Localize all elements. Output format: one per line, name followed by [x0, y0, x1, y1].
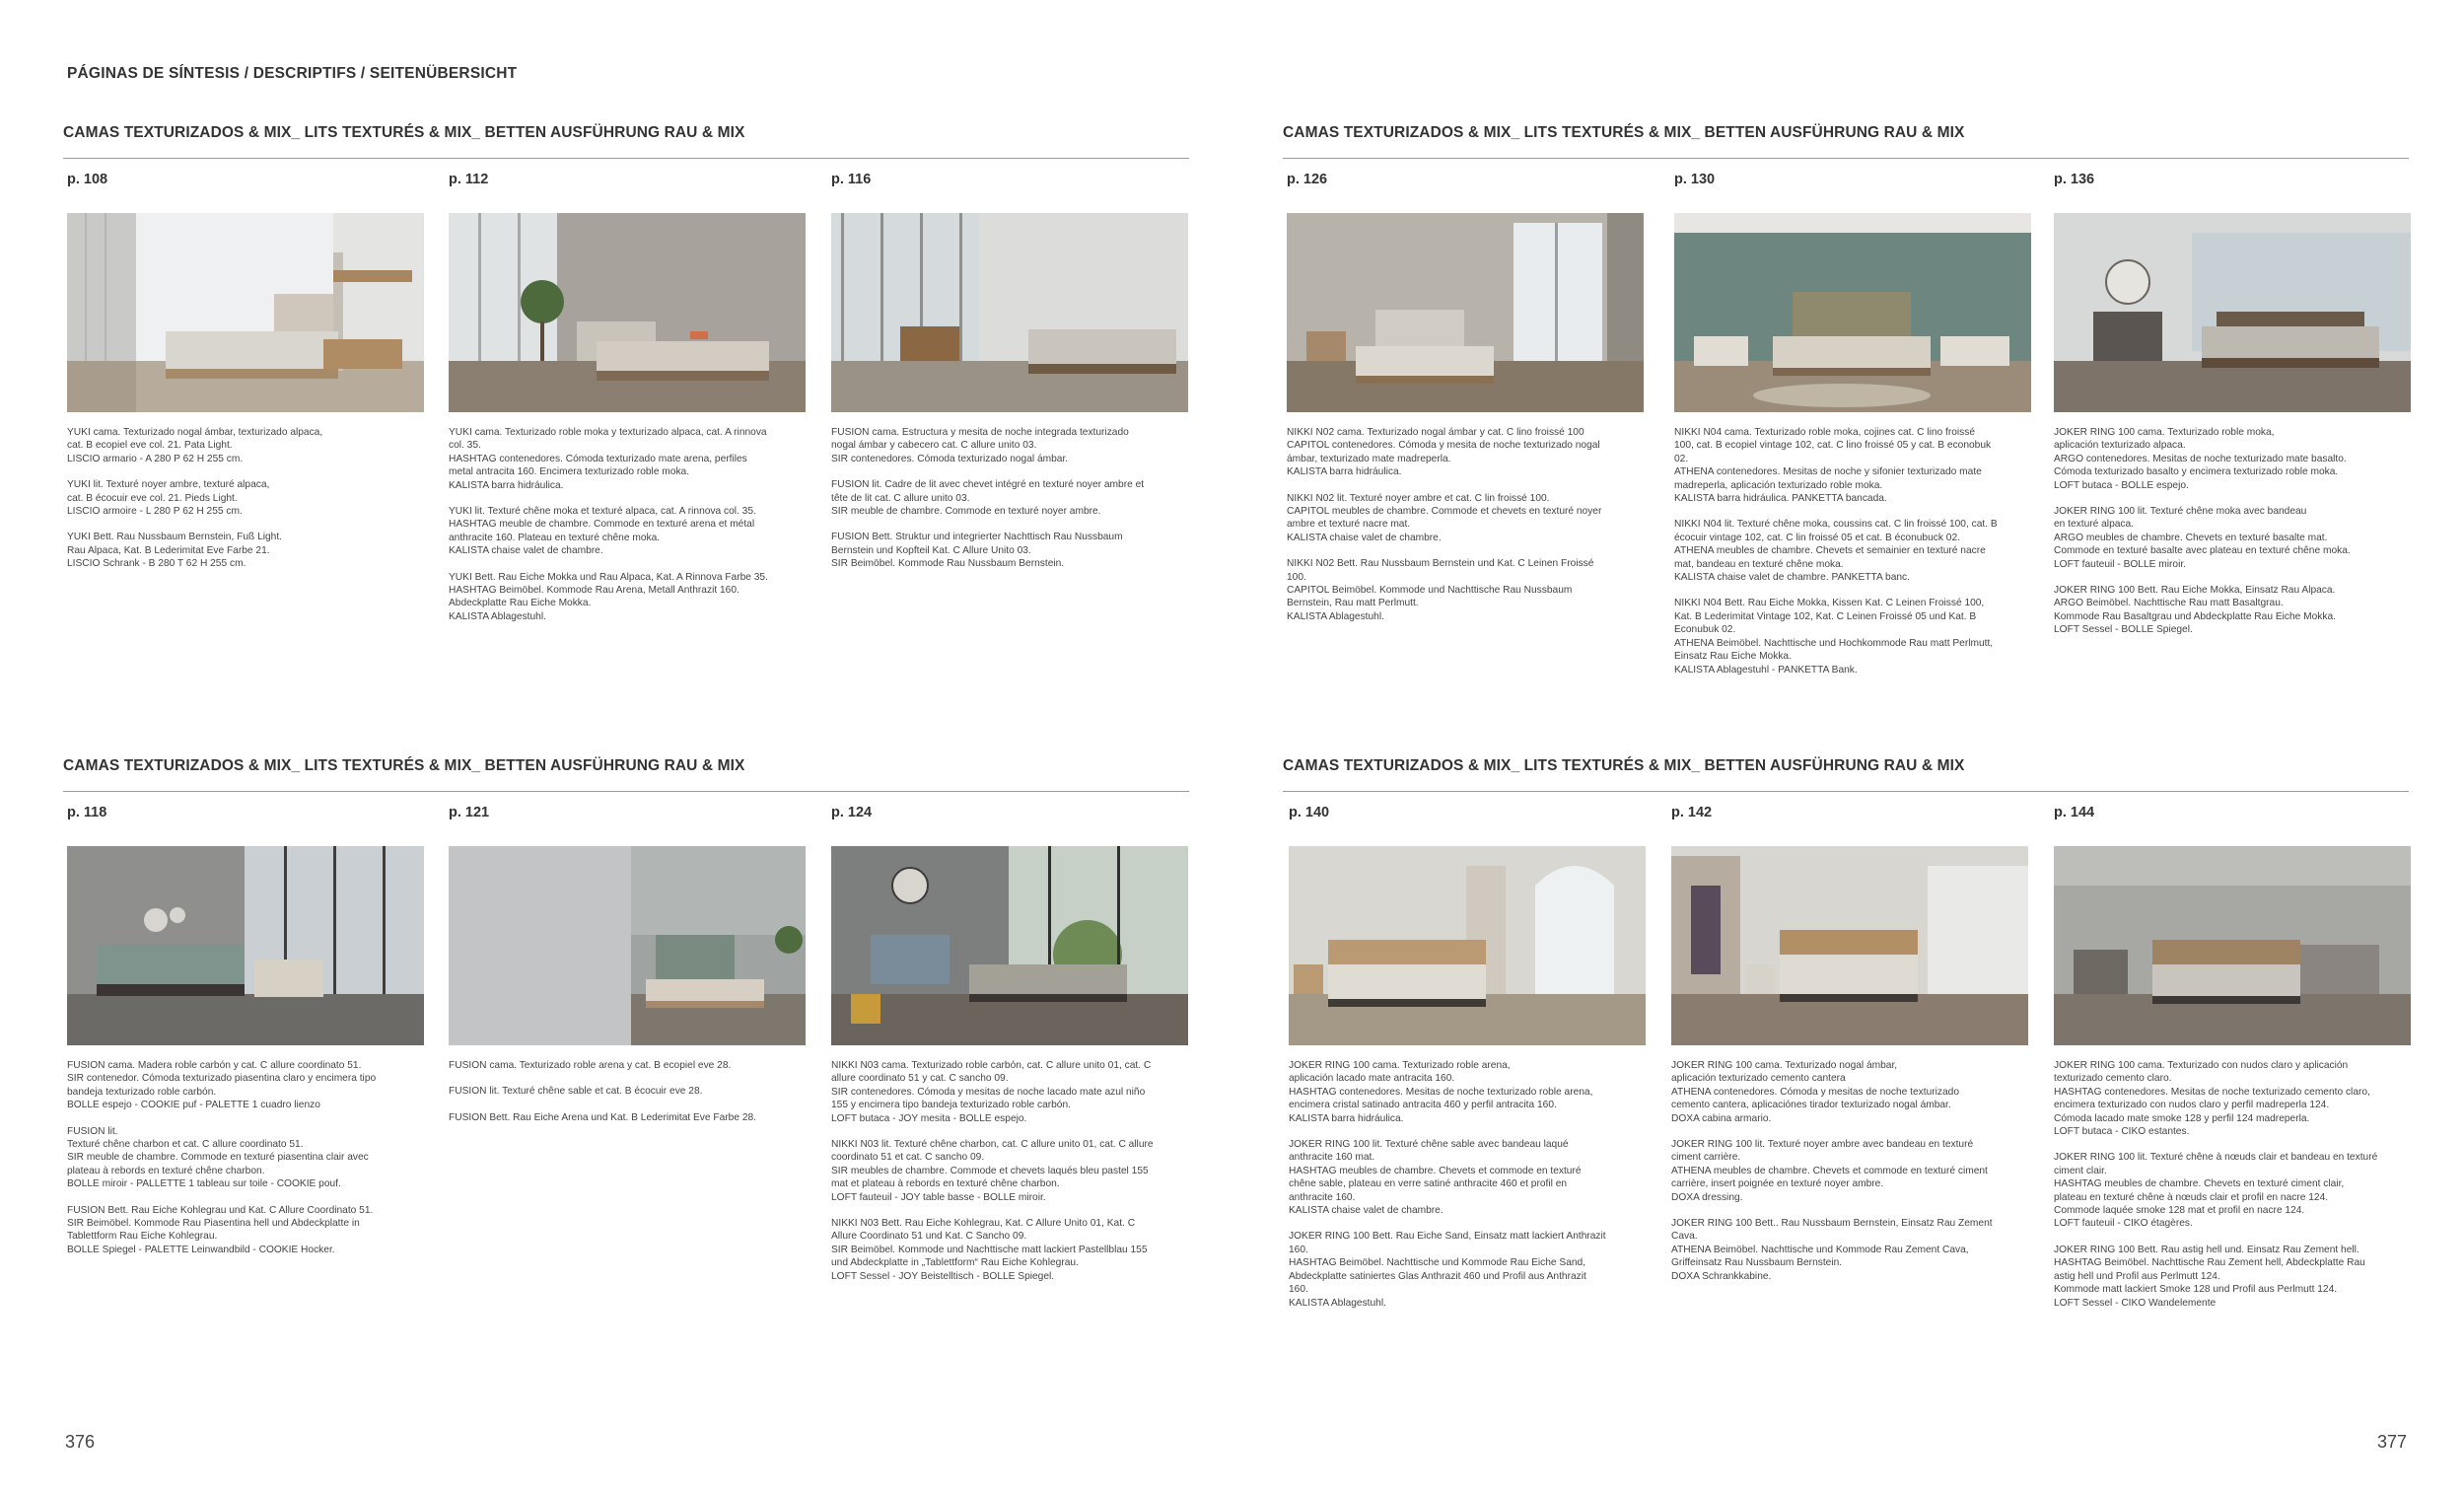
item-description: [2054, 1059, 2411, 1322]
section-heading: CAMAS TEXTURIZADOS & MIX_ LITS TEXTURÉS & MIX_ BETTEN AUSFÜHRUNG RAU & MIX: [63, 757, 1189, 792]
page-reference: p. 144: [2054, 805, 2095, 820]
description-de: JOKER RING 100 Bett. Rau Eiche Mokka, Einsatz Rau Alpaca. ARGO Beimöbel. Nachttische Rau matt Basaltgrau. Kommode Rau Basaltgrau und Abdeckplatte Rau Eiche Mokka. LOFT Sessel - BOLLE Spiegel.: [2054, 585, 2336, 636]
page-reference: p. 142: [1671, 805, 1713, 820]
section-heading: CAMAS TEXTURIZADOS & MIX_ LITS TEXTURÉS & MIX_ BETTEN AUSFÜHRUNG RAU & MIX: [1283, 124, 2409, 159]
description-fr: FUSION lit. Texturé chêne charbon et cat. C allure coordinato 51. SIR meuble de chambre. Commode en texturé piasentina clair avec plateau à rebords en texturé chêne charbon. BOLLE miroir - PALLETTE 1 tableau sur toile - COOKIE pouf.: [67, 1125, 369, 1190]
description-fr: NIKKI N02 lit. Texturé noyer ambre et cat. C lin froissé 100. CAPITOL meubles de chambre. Commode et chevets en texturé noyer ambre et texturé nacre mat. KALISTA chaise valet de chambre.: [1287, 492, 1602, 543]
description-de: NIKKI N04 Bett. Rau Eiche Mokka, Kissen Kat. C Leinen Froissé 100, Kat. B Lederimitat Vintage 102, Kat. C Leinen Froissé 05 und Kat. B Econubuk 02. ATHENA Beimöbel. Nachttische und Hochkommode Rau matt Perlmutt, Einsatz Rau Eiche Mokka. KALISTA Ablagestuhl - PANKETTA Bank.: [1674, 598, 1994, 676]
description-de: YUKI Bett. Rau Nussbaum Bernstein, Fuß Light. Rau Alpaca, Kat. B Lederimitat Eve Farbe 21. LISCIO Schrank - B 280 T 62 H 255 cm.: [67, 532, 282, 570]
description-es: YUKI cama. Texturizado roble moka y texturizado alpaca, cat. A rinnova col. 35. HASHTAG contenedores. Cómoda texturizado mate arena, perfiles metal antracita 160. Encimera texturizado roble moka. KALISTA barra hidráulica.: [449, 427, 767, 491]
item-description: [1674, 426, 2031, 689]
bedroom-photo: [831, 846, 1188, 1045]
bedroom-photo: [831, 213, 1188, 412]
description-es: JOKER RING 100 cama. Texturizado nogal ámbar, aplicación texturizado cemento cantera ATHENA contenedores. Cómoda y mesitas de noche texturizado cemento cantera, aplicaciónes tirador texturizado nogal ámbar. DOXA cabina armario.: [1671, 1060, 1960, 1124]
description-de: JOKER RING 100 Bett.. Rau Nussbaum Bernstein, Einsatz Rau Zement Cava. ATHENA Beimöbel. Nachttische und Kommode Rau Zement Cava, Griffeinsatz Rau Nussbaum Bernstein. DOXA Schrankkabine.: [1671, 1218, 1993, 1282]
description-es: FUSION cama. Texturizado roble arena y cat. B ecopiel eve 28.: [449, 1060, 732, 1071]
description-fr: JOKER RING 100 lit. Texturé chêne à nœuds clair et bandeau en texturé ciment clair. HASHTAG meubles de chambre. Chevets en texturé ciment clair, plateau en texturé chêne à nœuds clair et profil en nacre 124. Commode laquée smoke 128 mat et profil en nacre 124. LOFT fauteuil - CIKO étagères.: [2054, 1152, 2378, 1230]
page-reference: p. 108: [67, 172, 108, 187]
bedroom-photo: [1287, 213, 1644, 412]
description-fr: JOKER RING 100 lit. Texturé noyer ambre avec bandeau en texturé ciment carrière. ATHENA meubles de chambre. Chevets et commode en texturé ciment carrière, insert poignée en texturé noyer ambre. DOXA dressing.: [1671, 1139, 1988, 1203]
bedroom-photo: [1674, 213, 2031, 412]
page-reference: p. 118: [67, 805, 107, 820]
section-heading: CAMAS TEXTURIZADOS & MIX_ LITS TEXTURÉS & MIX_ BETTEN AUSFÜHRUNG RAU & MIX: [63, 124, 1189, 159]
page-reference: p. 136: [2054, 172, 2095, 187]
page-reference: p. 126: [1287, 172, 1328, 187]
item-description: [449, 1059, 806, 1137]
spread-title: PÁGINAS DE SÍNTESIS / DESCRIPTIFS / SEITENÜBERSICHT: [67, 65, 518, 82]
description-de: JOKER RING 100 Bett. Rau astig hell und. Einsatz Rau Zement hell. HASHTAG Beimöbel. Nachttische Rau Zement hell, Abdeckplatte Rau astig hell und Profil aus Perlmutt 124. Kommode matt lackiert Smoke 128 und Profil aus Perlmutt 124. LOFT Sessel - CIKO Wandelemente: [2054, 1244, 2365, 1309]
item-description: [831, 1059, 1188, 1296]
description-fr: YUKI lit. Texturé noyer ambre, texturé alpaca, cat. B écocuir eve col. 21. Pieds Light. LISCIO armoire - L 280 P 62 H 255 cm.: [67, 479, 270, 518]
description-de: JOKER RING 100 Bett. Rau Eiche Sand, Einsatz matt lackiert Anthrazit 160. HASHTAG Beimöbel. Nachttische und Kommode Rau Eiche Sand, Abdeckplatte satiniertes Glas Anthrazit 460 und Profil aus Anthrazit 160. KALISTA Ablagestuhl.: [1289, 1231, 1606, 1309]
bedroom-photo: [449, 213, 806, 412]
description-es: NIKKI N03 cama. Texturizado roble carbón, cat. C allure unito 01, cat. C allure coordinato 51 y cat. C sancho 09. SIR contenedores. Cómoda y mesitas de noche lacado mate azul niño 155 y encimera tipo bandeja texturizado roble carbón. LOFT butaca - JOY mesita - BOLLE espejo.: [831, 1060, 1152, 1124]
description-de: FUSION Bett. Rau Eiche Arena und Kat. B Lederimitat Eve Farbe 28.: [449, 1111, 757, 1123]
description-fr: FUSION lit. Texturé chêne sable et cat. B écocuir eve 28.: [449, 1086, 703, 1098]
description-fr: YUKI lit. Texturé chêne moka et texturé alpaca, cat. A rinnova col. 35. HASHTAG meuble de chambre. Commode en texturé arena et métal anthracite 160. Plateau en texturé chêne moka. KALISTA chaise valet de chambre.: [449, 506, 756, 557]
description-de: YUKI Bett. Rau Eiche Mokka und Rau Alpaca, Kat. A Rinnova Farbe 35. HASHTAG Beimöbel. Kommode Rau Arena, Metall Anthrazit 160. Abdeckplatte Rau Eiche Mokka. KALISTA Ablagestuhl.: [449, 571, 768, 622]
description-fr: JOKER RING 100 lit. Texturé chêne sable avec bandeau laqué anthracite 160 mat. HASHTAG meubles de chambre. Chevets et commode en texturé chêne sable, plateau en verre satiné anthracite 460 et profil en anthracite 160. KALISTA chaise valet de chambre.: [1289, 1139, 1582, 1217]
item-description: [1287, 426, 1644, 636]
item-description: [67, 426, 424, 584]
item-description: [67, 1059, 424, 1269]
description-de: FUSION Bett. Struktur und integrierter Nachttisch Rau Nussbaum Bernstein und Kopfteil Kat. C Allure Unito 03. SIR Beimöbel. Kommode Rau Nussbaum Bernstein.: [831, 532, 1123, 570]
description-es: JOKER RING 100 cama. Texturizado roble arena, aplicación lacado mate antracita 160. HASHTAG contenedores. Mesitas de noche texturizado roble arena, encimera cristal satinado antracita 460 y perfil antracita 160. KALISTA barra hidráulica.: [1289, 1060, 1593, 1124]
bedroom-photo: [449, 846, 806, 1045]
section-heading: CAMAS TEXTURIZADOS & MIX_ LITS TEXTURÉS & MIX_ BETTEN AUSFÜHRUNG RAU & MIX: [1283, 757, 2409, 792]
description-de: NIKKI N03 Bett. Rau Eiche Kohlegrau, Kat. C Allure Unito 01, Kat. C Allure Coordinato 51 und Kat. C Sancho 09. SIR Beimöbel. Kommode und Nachttische matt lackiert Pastellblau 155 und Abdeckplatte in „Tablettform“ Rau Eiche Kohlegrau. LOFT Sessel - JOY Beistelltisch - BOLLE Spiegel.: [831, 1218, 1148, 1282]
description-fr: JOKER RING 100 lit. Texturé chêne moka avec bandeau en texturé alpaca. ARGO meubles de chambre. Chevets en texturé basalte mat. Commode en texturé basalte avec plateau en texturé chêne moka. LOFT fauteuil - BOLLE miroir.: [2054, 506, 2351, 570]
bedroom-photo: [1671, 846, 2028, 1045]
description-fr: FUSION lit. Cadre de lit avec chevet intégré en texturé noyer ambre et tête de lit cat. C allure unito 03. SIR meuble de chambre. Commode en texturé noyer ambre.: [831, 479, 1145, 518]
item-description: [1671, 1059, 2028, 1296]
page-number-left: 376: [65, 1432, 96, 1452]
bedroom-photo: [1289, 846, 1646, 1045]
description-es: NIKKI N02 cama. Texturizado nogal ámbar y cat. C lino froissé 100 CAPITOL contenedores. Cómoda y mesita de noche texturizado nogal ámbar, texturizado mate madreperla. KALISTA barra hidráulica.: [1287, 427, 1600, 478]
item-description: [449, 426, 806, 636]
description-es: FUSION cama. Madera roble carbón y cat. C allure coordinato 51. SIR contenedor. Cómoda texturizado piasentina claro y encimera tipo bandeja texturizado roble carbón. BOLLE espejo - COOKIE puf - PALETTE 1 cuadro lienzo: [67, 1060, 377, 1111]
description-de: FUSION Bett. Rau Eiche Kohlegrau und Kat. C Allure Coordinato 51. SIR Beimöbel. Kommode Rau Piasentina hell und Abdeckplatte in Tablettform Rau Eiche Kohlegrau. BOLLE Spiegel - PALETTE Leinwandbild - COOKIE Hocker.: [67, 1204, 374, 1255]
page-reference: p. 116: [831, 172, 872, 187]
page-reference: p. 121: [449, 805, 490, 820]
description-fr: NIKKI N04 lit. Texturé chêne moka, coussins cat. C lin froissé 100, cat. B écocuir vintage 102, cat. C lin froissé 05 et cat. B éconubuck 02. ATHENA meubles de chambre. Chevets et semainier en texturé nacre mat, bandeau en texturé chêne moka. KALISTA chaise valet de chambre. PANKETTA banc.: [1674, 519, 1998, 584]
bedroom-photo: [2054, 213, 2411, 412]
page-reference: p. 112: [449, 172, 489, 187]
page-number-right: 377: [2377, 1432, 2408, 1452]
item-description: [831, 426, 1188, 584]
item-description: [2054, 426, 2411, 650]
description-es: NIKKI N04 cama. Texturizado roble moka, cojines cat. C lino froissé 100, cat. B ecopiel vintage 102, cat. C lino froissé 05 y cat. B econobuk 02. ATHENA contenedores. Mesitas de noche y sifonier texturizado mate madreperla, aplicación texturizado roble moka. KALISTA barra hidráulica. PANKETTA bancada.: [1674, 427, 1992, 505]
description-es: YUKI cama. Texturizado nogal ámbar, texturizado alpaca, cat. B ecopiel eve col. 21. Pata Light. LISCIO armario - A 280 P 62 H 255 cm.: [67, 427, 323, 464]
description-es: FUSION cama. Estructura y mesita de noche integrada texturizado nogal ámbar y cabecero cat. C allure unito 03. SIR contenedores. Cómoda texturizado nogal ámbar.: [831, 427, 1129, 464]
bedroom-photo: [67, 213, 424, 412]
bedroom-photo: [67, 846, 424, 1045]
page-reference: p. 130: [1674, 172, 1716, 187]
page-reference: p. 124: [831, 805, 873, 820]
page-reference: p. 140: [1289, 805, 1330, 820]
description-es: JOKER RING 100 cama. Texturizado con nudos claro y aplicación texturizado cemento claro. HASHTAG contenedores. Mesitas de noche texturizado cemento claro, encimera texturizado con nudos claro y perfil madreperla 124. Cómoda lacado mate smoke 128 y perfil 124 madreperla. LOFT butaca - CIKO estantes.: [2054, 1060, 2370, 1138]
description-de: NIKKI N02 Bett. Rau Nussbaum Bernstein und Kat. C Leinen Froissé 100. CAPITOL Beimöbel. Kommode und Nachttische Rau Nussbaum Bernstein, Rau matt Perlmutt. KALISTA Ablagestuhl.: [1287, 558, 1594, 622]
description-fr: NIKKI N03 lit. Texturé chêne charbon, cat. C allure unito 01, cat. C allure coordinato 51 et cat. C sancho 09. SIR meubles de chambre. Commode et chevets laqués bleu pastel 155 mat et plateau à rebords en texturé chêne charbon. LOFT fauteuil - JOY table basse - BOLLE miroir.: [831, 1139, 1154, 1203]
item-description: [1289, 1059, 1646, 1322]
description-es: JOKER RING 100 cama. Texturizado roble moka, aplicación texturizado alpaca. ARGO contenedores. Mesitas de noche texturizado mate basalto. Cómoda texturizado basalto y encimera texturizado roble moka. LOFT butaca - BOLLE espejo.: [2054, 427, 2347, 491]
bedroom-photo: [2054, 846, 2411, 1045]
